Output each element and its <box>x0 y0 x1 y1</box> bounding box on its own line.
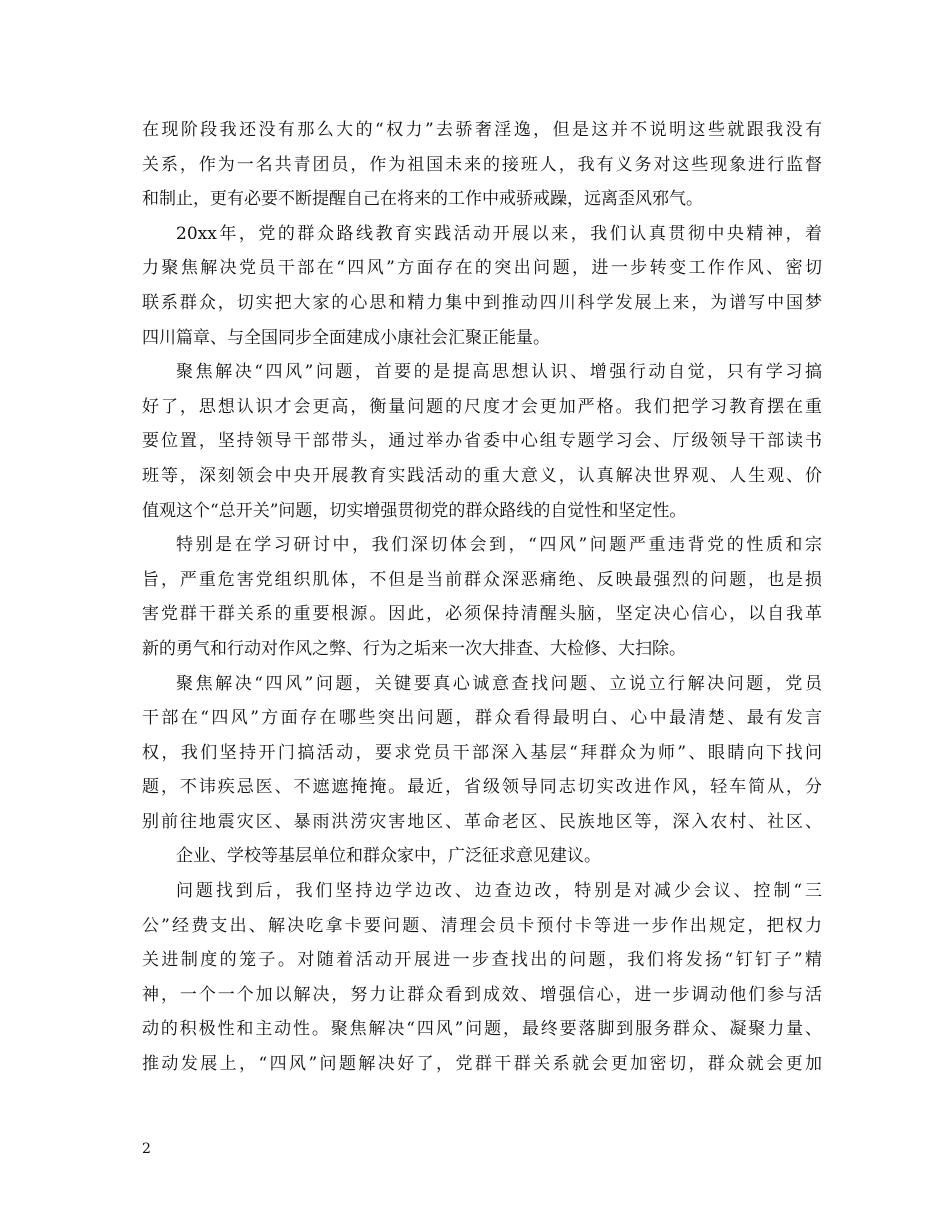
text-line: 问题找到后，我们坚持边学边改、边查边改，特别是对减少会议、控制“三 <box>176 881 822 902</box>
text-line: 20xx年，党的群众路线教育实践活动开展以来，我们认真贯彻中央精神，着 <box>176 223 822 244</box>
text-line: 要位置，坚持领导干部带头，通过举办省委中心组专题学习会、厅级领导干部读书 <box>142 431 822 452</box>
text-line: 特别是在学习研讨中，我们深切体会到，“四风”问题严重违背党的性质和宗 <box>176 535 822 556</box>
text-line: 聚焦解决“四风”问题，关键要真心诚意查找问题、立说立行解决问题，党员 <box>176 673 822 694</box>
text-line: 聚焦解决“四风”问题，首要的是提高思想认识、增强行动自觉，只有学习搞 <box>176 362 822 383</box>
text-line: 和制止，更有必要不断提醒自己在将来的工作中戒骄戒躁，远离歪风邪气。 <box>142 189 703 210</box>
text-line: 力聚焦解决党员干部在“四风”方面存在的突出问题，进一步转变工作作风、密切 <box>142 258 822 279</box>
text-line: 班等，深刻领会中央开展教育实践活动的重大意义，认真解决世界观、人生观、价 <box>142 465 822 486</box>
body-text <box>142 113 822 1082</box>
text-line: 推动发展上，“四风”问题解决好了，党群干群关系就会更加密切，群众就会更加 <box>142 1054 822 1075</box>
text-line: 联系群众，切实把大家的心思和精力集中到推动四川科学发展上来，为谱写中国梦 <box>142 292 822 313</box>
text-line: 四川篇章、与全国同步全面建成小康社会汇聚正能量。 <box>142 327 550 348</box>
text-line: 别前往地震灾区、暴雨洪涝灾害地区、革命老区、民族地区等，深入农村、社区、 <box>142 811 822 832</box>
text-line: 公”经费支出、解决吃拿卡要问题、清理会员卡预付卡等进一步作出规定，把权力 <box>142 915 822 936</box>
text-line: 在现阶段我还没有那么大的“权力”去骄奢淫逸，但是这并不说明这些就跟我没有 <box>142 120 822 140</box>
text-line: 题，不讳疾忌医、不遮遮掩掩。最近，省级领导同志切实改进作风，轻车简从，分 <box>142 777 822 798</box>
text-line: 害党群干群关系的重要根源。因此，必须保持清醒头脑，坚定决心信心，以自我革 <box>142 604 822 625</box>
text-line: 神，一个一个加以解决，努力让群众看到成效、增强信心，进一步调动他们参与活 <box>142 984 822 1005</box>
text-line: 干部在“四风”方面存在哪些突出问题，群众看得最明白、心中最清楚、最有发言 <box>142 708 822 729</box>
text-line: 新的勇气和行动对作风之弊、行为之垢来一次大排查、大检修、大扫除。 <box>142 638 686 659</box>
text-line: 企业、学校等基层单位和群众家中，广泛征求意见建议。 <box>176 846 601 867</box>
text-line: 值观这个“总开关”问题，切实增强贯彻党的群众路线的自觉性和坚定性。 <box>142 500 687 521</box>
text-line: 动的积极性和主动性。聚焦解决“四风”问题，最终要落脚到服务群众、凝聚力量、 <box>142 1019 822 1040</box>
text-line: 关进制度的笼子。对随着活动开展进一步查找出的问题，我们将发扬“钉钉子”精 <box>142 950 822 971</box>
text-line: 旨，严重危害党组织肌体，不但是当前群众深恶痛绝、反映最强烈的问题，也是损 <box>142 569 822 590</box>
text-line: 关系，作为一名共青团员，作为祖国未来的接班人，我有义务对这些现象进行监督 <box>142 154 822 175</box>
page-number: 2 <box>142 1141 151 1157</box>
text-line: 权，我们坚持开门搞活动，要求党员干部深入基层“拜群众为师”、眼睛向下找问 <box>142 742 822 763</box>
text-line: 好了，思想认识才会更高，衡量问题的尺度才会更加严格。我们把学习教育摆在重 <box>142 396 822 417</box>
